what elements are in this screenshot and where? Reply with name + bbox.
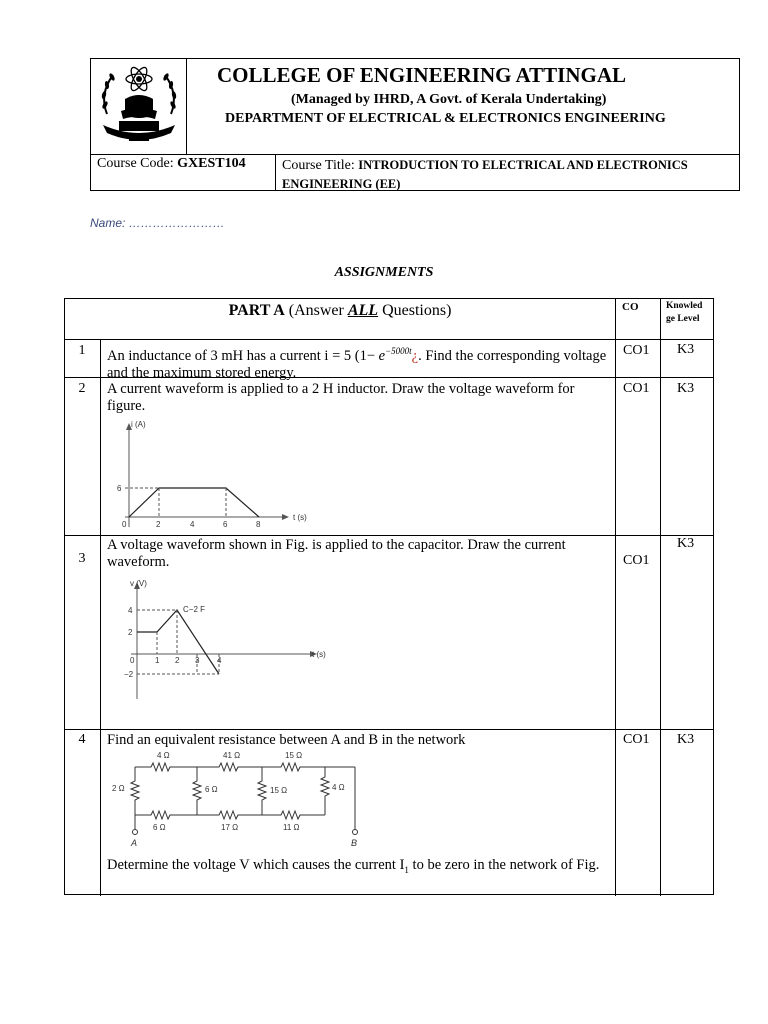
q4-top-rail [135,763,355,771]
question-3-text: A voltage waveform shown in Fig. is applied to the capacitor. Draw the current waveform. [107,537,566,570]
assignments-heading: ASSIGNMENTS [334,265,434,280]
part-a-open: (Answer [284,302,348,319]
q4-node-b-label: B [351,838,358,848]
question-4-subscript: 1 [404,864,409,875]
question-4-text-2b: to be zero in the network of Fig. [408,857,600,873]
question-1-exp-power: −5000t [385,346,412,356]
question-2-co: CO1 [623,381,650,396]
q3-xlabel: t (s) [312,650,326,659]
question-3-voltage-waveform [113,579,333,701]
college-emblem-icon [91,59,187,154]
question-1-text-b: . Find the corresponding voltage and the maximum stored energy. [107,347,607,381]
q4-r-vert-2: 6 Ω [205,785,218,794]
question-1-text [107,343,612,382]
question-4-kl: K3 [677,732,695,747]
header-row-divider [91,154,739,155]
q3-xtick-2: 2 [175,656,180,665]
col-divider-num [100,339,101,896]
q4-node-b-icon [353,830,358,835]
student-name-field: Name: …………………… [90,216,225,230]
header-row-line [65,339,713,340]
question-2-text: A current waveform is applied to a 2 H inductor. Draw the voltage waveform for figure. [107,381,575,414]
course-title-value: INTRODUCTION TO ELECTRICAL AND ELECTRONICS ENGINEERING (EE) [282,158,688,191]
q3-xtick-4: 4 [217,656,222,665]
q3-ytick-neg2: −2 [124,670,134,679]
question-1-number: 1 [78,343,86,358]
q4-vertical-2ohm [131,767,139,815]
question-2-number: 2 [78,381,86,396]
q4-bottom-rail [135,811,325,819]
part-a-label: PART A [228,302,285,319]
question-1-kl: K3 [677,342,695,357]
header-box [90,58,740,191]
course-title-cell [282,156,732,194]
question-3-kl: K3 [677,536,695,551]
q2-xtick-0: 0 [122,520,127,529]
q2-ylabel: i (A) [131,420,146,429]
col-divider-co [615,299,616,896]
q3-ytick-4: 4 [128,606,133,615]
knowledge-level-header: Knowled ge Level [666,301,703,324]
q4-r-vert-1: 2 Ω [112,784,125,793]
question-4-text-2a: Determine the voltage V which causes the current I [107,857,405,873]
part-a-all: ALL [347,302,379,319]
question-4-number: 4 [78,732,86,747]
course-code-cell [97,156,246,172]
q4-node-a-icon [133,830,138,835]
col-divider-kl [660,299,661,896]
q3-ytick-2: 2 [128,628,133,637]
row-line-3 [65,729,713,730]
course-column-divider [275,154,276,191]
q4-vertical-6ohm [193,767,201,815]
questions-table [64,298,714,895]
q4-r-bottom-3: 11 Ω [283,823,300,832]
question-1-co: CO1 [623,343,650,358]
q4-r-vert-3: 15 Ω [270,786,288,795]
question-3-number: 3 [78,551,86,566]
q2-xtick-6: 6 [223,520,228,529]
q4-r-bottom-2: 17 Ω [221,823,239,832]
question-3-co: CO1 [623,553,650,568]
course-code-label: Course Code: [97,156,174,171]
q2-xlabel: t (s) [293,513,307,522]
question-2-kl: K3 [677,381,695,396]
q4-r-vert-4: 4 Ω [332,783,345,792]
managed-by-line: (Managed by IHRD, A Govt. of Kerala Undertaking) [291,92,607,107]
college-name: COLLEGE OF ENGINEERING ATTINGAL [217,63,626,87]
q3-xtick-0: 0 [130,656,135,665]
course-title-label: Course Title: [282,158,355,173]
q3-ylabel: v (V) [130,579,147,588]
college-logo [91,59,187,154]
row-line-2 [65,535,713,536]
q4-node-a-label: A [131,838,138,848]
q4-r-top-3: 15 Ω [285,751,303,760]
question-4-co: CO1 [623,732,650,747]
q2-waveform-line [129,488,259,517]
question-1-exp-base: e [378,347,386,364]
question-1-exp-tail: ¿ [411,347,419,364]
question-2-current-waveform [109,417,309,531]
course-code-value: GXEST104 [177,156,246,171]
question-1-text-a: An inductance of 3 mH has a current i = 5 (1− [107,347,379,364]
q2-ytick: 6 [117,484,122,493]
q2-xtick-2: 2 [156,520,161,529]
question-4-text-2 [107,857,612,879]
q4-r-top-1: 4 Ω [157,751,170,760]
question-4-text: Find an equivalent resistance between A and B in the network [107,732,466,748]
q2-x-arrow-icon [282,514,289,520]
q2-xtick-8: 8 [256,520,261,529]
q3-xtick-3: 3 [195,656,200,665]
part-a-close: Questions) [378,302,452,319]
department-name: DEPARTMENT OF ELECTRICAL & ELECTRONICS ENGINEERING [225,111,666,126]
q3-xtick-1: 1 [155,656,160,665]
question-4-resistor-network [105,747,365,851]
co-column-header: CO [622,301,639,313]
q4-r-top-2: 41 Ω [223,751,241,760]
q3-annotation: C−2 F [183,605,206,614]
q4-vertical-4ohm [321,767,329,815]
q4-vertical-15ohm [258,767,266,815]
q4-r-bottom-1: 6 Ω [153,823,166,832]
part-a-title [65,302,615,320]
q2-xtick-4: 4 [190,520,195,529]
